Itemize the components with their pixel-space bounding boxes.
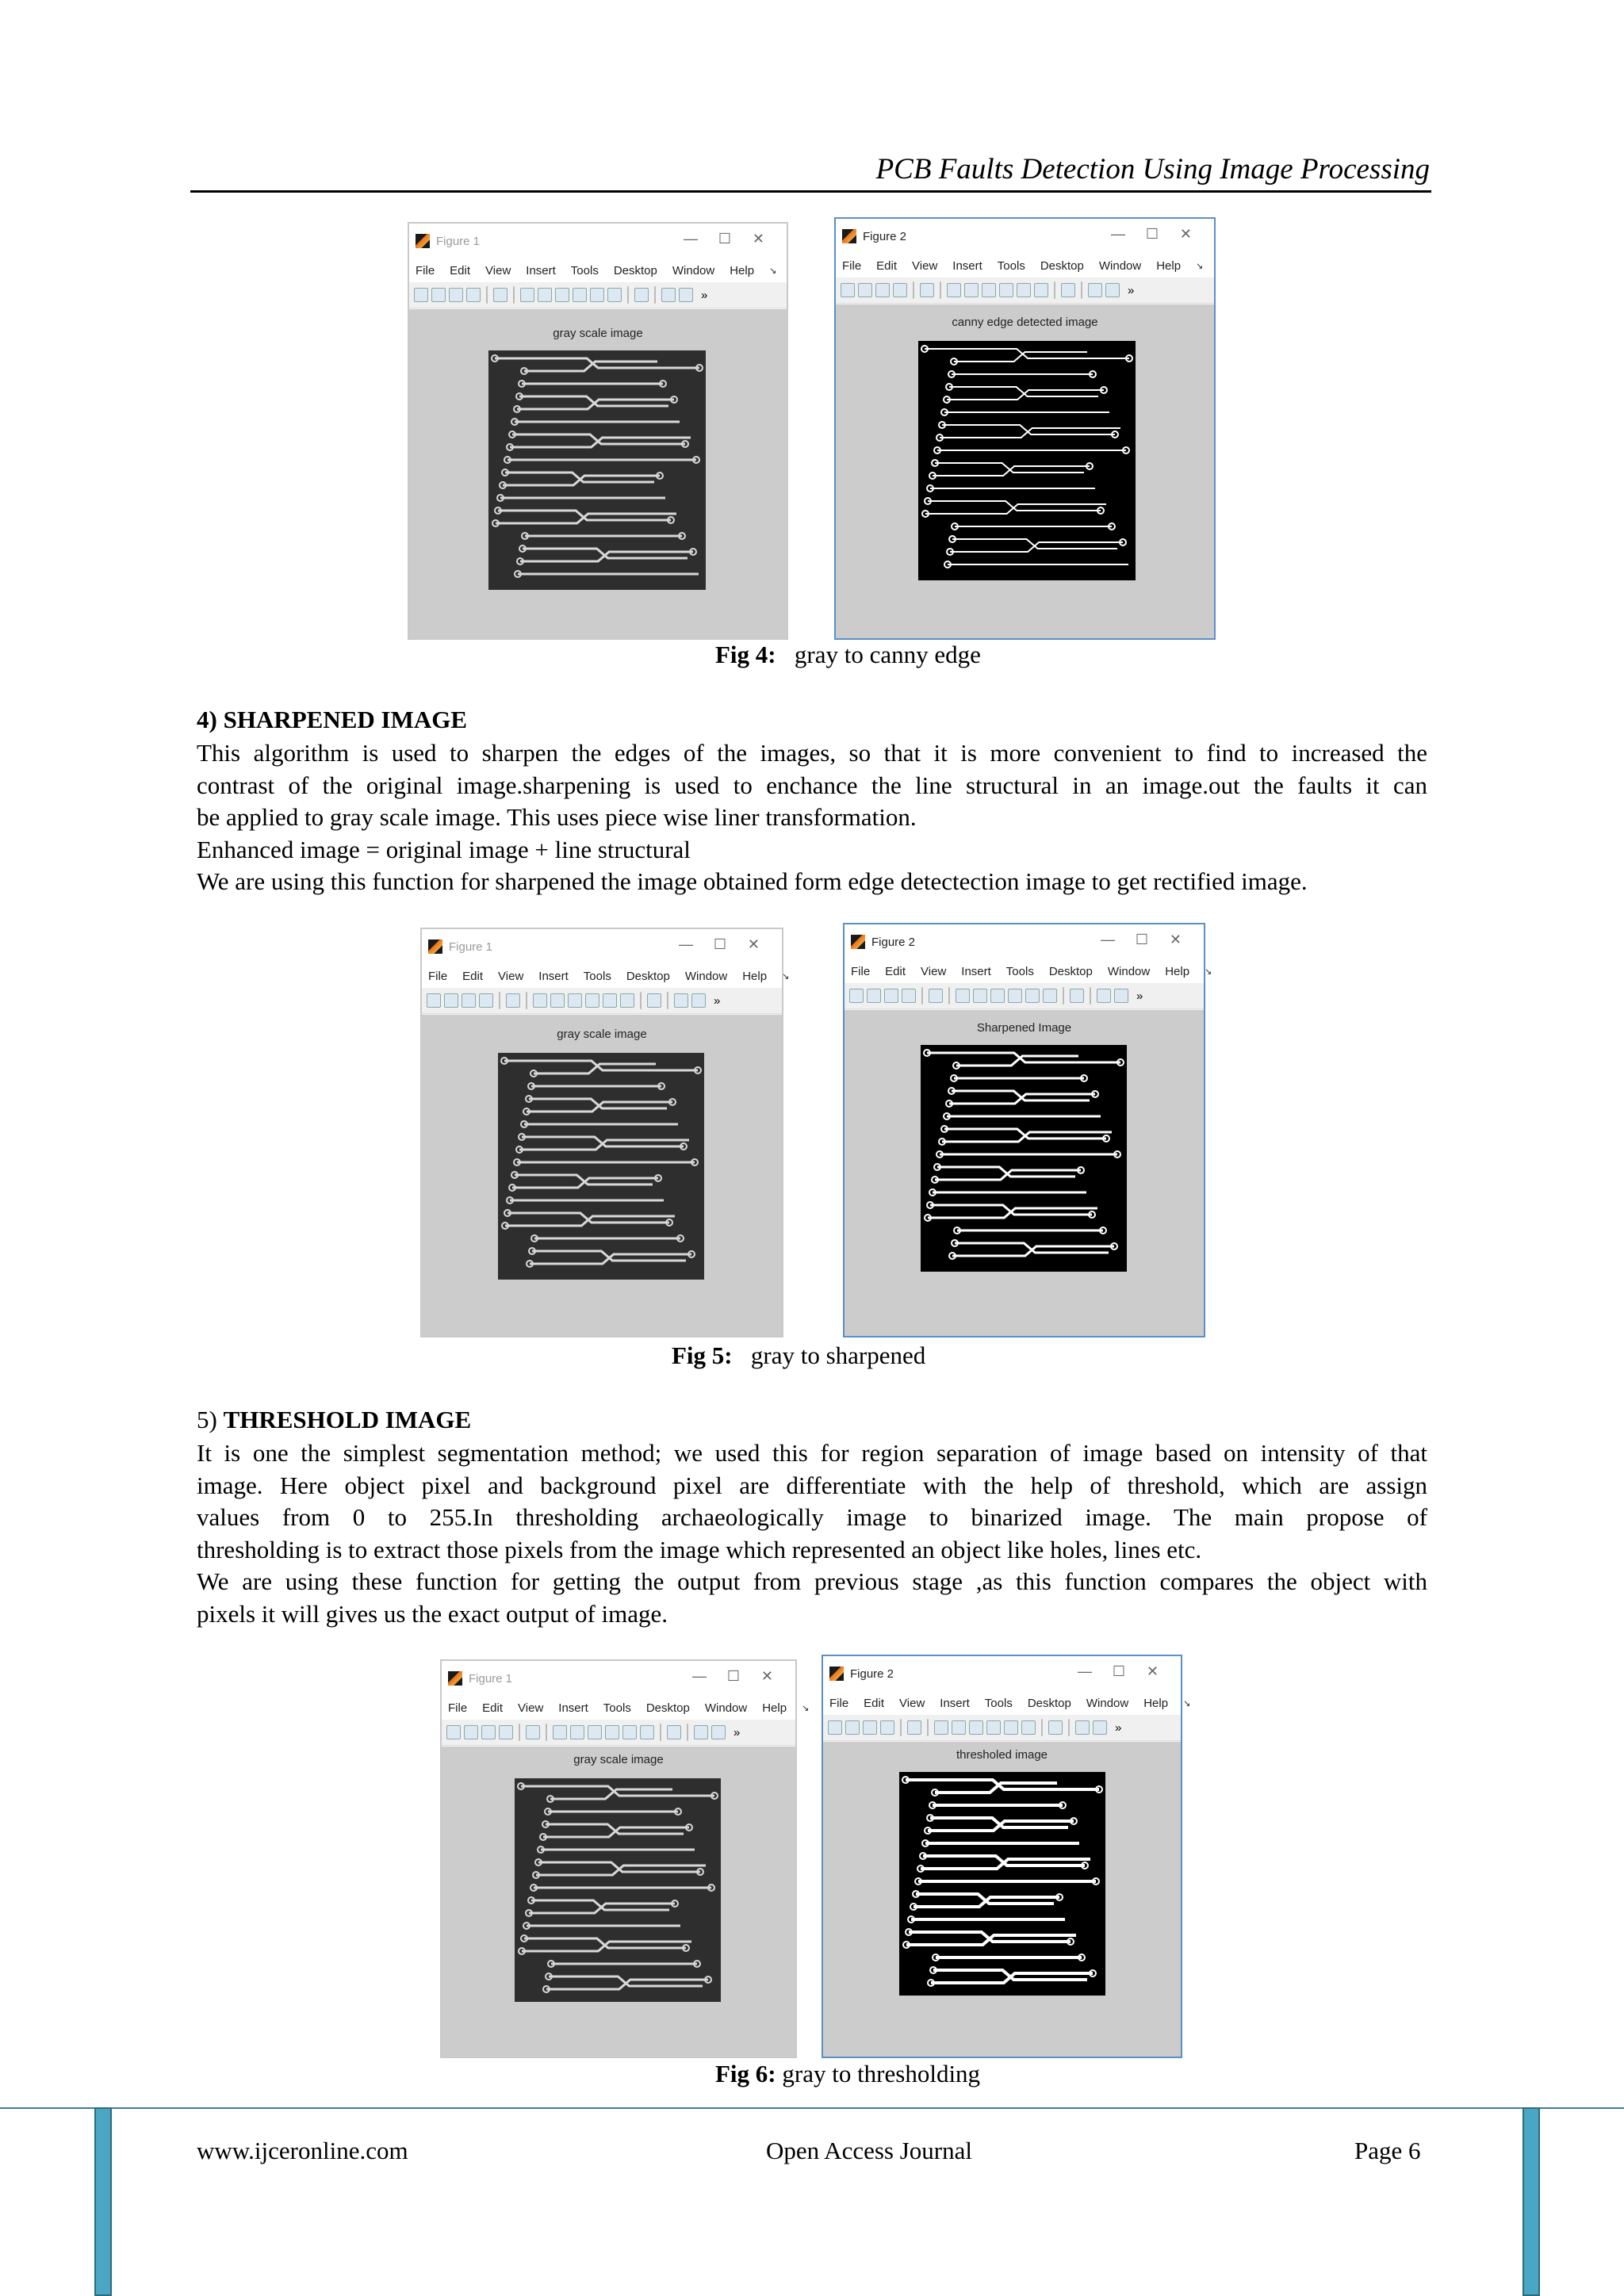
- figure-4-caption-text: gray to canny edge: [794, 641, 981, 668]
- plot-title: gray scale image: [573, 1753, 664, 1766]
- colorbar-icon[interactable]: [694, 1725, 708, 1739]
- brush-icon[interactable]: [1043, 989, 1057, 1003]
- menu-item-tools[interactable]: Tools: [583, 969, 611, 983]
- brush-icon[interactable]: [620, 993, 634, 1008]
- figure-1-window: [440, 1659, 810, 2058]
- menu-item-file[interactable]: File: [448, 1701, 468, 1715]
- minimize-icon[interactable]: —: [684, 231, 698, 247]
- menu-item-insert[interactable]: Insert: [940, 1696, 970, 1710]
- toolbar-overflow-icon[interactable]: »: [714, 993, 721, 1008]
- legend-icon[interactable]: [1105, 283, 1120, 297]
- footer-right-bar: [1522, 2107, 1540, 2296]
- menu-item-edit[interactable]: Edit: [450, 263, 471, 277]
- matlab-logo-icon: [842, 229, 856, 243]
- new-file-icon[interactable]: [414, 288, 428, 302]
- window-titlebar: [422, 929, 782, 964]
- matlab-logo-icon: [829, 1667, 844, 1681]
- toolbar-separator: [1090, 987, 1091, 1004]
- open-icon[interactable]: [858, 283, 872, 297]
- menu-bar: [409, 258, 787, 282]
- menu-item-insert[interactable]: Insert: [961, 964, 991, 978]
- toolbar-overflow-icon[interactable]: »: [1128, 283, 1135, 297]
- new-file-icon[interactable]: [841, 283, 855, 297]
- colorbar-icon[interactable]: [1075, 1720, 1090, 1735]
- rotate-icon[interactable]: [999, 283, 1013, 297]
- toolbar-separator: [526, 992, 527, 1009]
- section-5-line: image. Here object pixel and background pixel are differentiate with the help of threshold, which are assign: [197, 1471, 1427, 1499]
- save-icon[interactable]: [462, 993, 476, 1008]
- footer-page-number: Page 6: [1354, 2137, 1421, 2164]
- menu-bar: [823, 1691, 1191, 1715]
- plot-area: [422, 1015, 782, 1336]
- section-5-line: thresholding is to extract those pixels from the image which represented an object like holes, lines etc.: [197, 1535, 1202, 1563]
- brush-icon[interactable]: [607, 288, 622, 302]
- menu-item-tools[interactable]: Tools: [997, 258, 1025, 273]
- open-icon[interactable]: [845, 1720, 860, 1735]
- minimize-icon[interactable]: —: [692, 1668, 707, 1684]
- link-icon[interactable]: [1070, 989, 1084, 1003]
- legend-icon[interactable]: [1114, 989, 1128, 1003]
- footer-journal: Open Access Journal: [766, 2137, 972, 2164]
- pan-icon[interactable]: [588, 1725, 602, 1739]
- pcb-gray-image: [488, 350, 706, 594]
- toolbar-separator: [1081, 281, 1082, 299]
- plot-title: thresholed image: [956, 1748, 1048, 1762]
- figure-toolbar: [823, 1715, 1181, 1741]
- menu-item-file[interactable]: File: [829, 1696, 849, 1710]
- menu-overflow-icon[interactable]: ↘: [1205, 966, 1212, 977]
- section-5-line: values from 0 to 255.In thresholding archaeologically image to binarized image. The main propose of: [197, 1503, 1427, 1531]
- toolbar-separator: [640, 992, 642, 1009]
- menu-item-file[interactable]: File: [428, 969, 448, 983]
- minimize-icon[interactable]: —: [679, 936, 693, 952]
- toolbar-separator: [687, 1724, 688, 1741]
- legend-icon[interactable]: [691, 993, 706, 1008]
- maximize-icon[interactable]: ☐: [726, 1668, 740, 1684]
- maximize-icon[interactable]: ☐: [713, 936, 726, 952]
- maximize-icon[interactable]: ☐: [1135, 932, 1148, 947]
- rotate-icon[interactable]: [573, 288, 587, 302]
- section-5-line: We are using these function for getting the output from previous stage ,as this function compares the object with: [197, 1567, 1427, 1595]
- figure-6-caption: [715, 2060, 980, 2088]
- zoom-in-icon[interactable]: [934, 1720, 948, 1735]
- toolbar-separator: [940, 281, 941, 299]
- toolbar-separator: [519, 1724, 520, 1741]
- zoom-out-icon[interactable]: [550, 993, 565, 1008]
- open-icon[interactable]: [431, 288, 446, 302]
- close-icon[interactable]: ✕: [747, 936, 760, 952]
- menu-item-view[interactable]: View: [899, 1696, 925, 1710]
- menu-item-desktop[interactable]: Desktop: [626, 969, 670, 983]
- print-icon[interactable]: [902, 989, 916, 1003]
- matlab-logo-icon: [416, 234, 430, 248]
- legend-icon[interactable]: [679, 288, 693, 302]
- window-titlebar: [409, 224, 787, 258]
- pointer-icon[interactable]: [526, 1725, 540, 1739]
- menu-item-insert[interactable]: Insert: [526, 263, 556, 277]
- figure-5-label: Fig 5:: [672, 1341, 733, 1369]
- menu-item-view[interactable]: View: [921, 964, 947, 978]
- menu-item-help[interactable]: Help: [1165, 964, 1190, 978]
- print-icon[interactable]: [880, 1720, 894, 1735]
- pointer-icon[interactable]: [929, 989, 943, 1003]
- print-icon[interactable]: [893, 283, 907, 297]
- matlab-logo-icon: [851, 935, 865, 949]
- zoom-in-icon[interactable]: [956, 989, 970, 1003]
- toolbar-separator: [913, 281, 914, 299]
- menu-item-desktop[interactable]: Desktop: [1040, 258, 1084, 273]
- menu-item-view[interactable]: View: [912, 258, 938, 273]
- toolbar-separator: [627, 286, 629, 304]
- menu-overflow-icon[interactable]: ↘: [782, 971, 790, 982]
- close-icon[interactable]: ✕: [1179, 226, 1192, 242]
- section-5-body: [197, 1437, 1427, 1630]
- colorbar-icon[interactable]: [1088, 283, 1102, 297]
- pan-icon[interactable]: [982, 283, 996, 297]
- pcb-thresh-image: [899, 1772, 1105, 1999]
- figure-1-window: [420, 928, 790, 1337]
- section-5-line: pixels it will gives us the exact output of image.: [197, 1599, 668, 1628]
- data-cursor-icon[interactable]: [1025, 989, 1040, 1003]
- menu-item-desktop[interactable]: Desktop: [1027, 1696, 1071, 1710]
- section-4-line: be applied to gray scale image. This uses piece wise liner transformation.: [197, 803, 917, 831]
- minimize-icon[interactable]: —: [1111, 226, 1125, 242]
- toolbar-separator: [667, 992, 668, 1009]
- menu-item-window[interactable]: Window: [1107, 964, 1151, 978]
- zoom-in-icon[interactable]: [947, 283, 961, 297]
- save-icon[interactable]: [875, 283, 890, 297]
- plot-title: gray scale image: [553, 327, 643, 340]
- menu-item-file[interactable]: File: [851, 964, 871, 978]
- pan-icon[interactable]: [568, 993, 582, 1008]
- maximize-icon[interactable]: ☐: [718, 231, 731, 247]
- figure-5-caption-text: gray to sharpened: [750, 1341, 926, 1369]
- brush-icon[interactable]: [1034, 283, 1048, 297]
- link-icon[interactable]: [634, 288, 649, 302]
- menu-item-help[interactable]: Help: [742, 969, 768, 983]
- close-icon[interactable]: ✕: [752, 231, 764, 247]
- menu-item-view[interactable]: View: [485, 263, 511, 277]
- plot-area: [823, 1742, 1181, 2057]
- open-icon[interactable]: [464, 1725, 478, 1739]
- menu-item-file[interactable]: File: [416, 263, 435, 277]
- print-icon[interactable]: [466, 288, 481, 302]
- figure-toolbar: [442, 1720, 795, 1746]
- pcb-gray-image: [498, 1053, 704, 1284]
- pan-icon[interactable]: [969, 1720, 983, 1735]
- data-cursor-icon[interactable]: [590, 288, 604, 302]
- rotate-icon[interactable]: [605, 1725, 619, 1739]
- pan-icon[interactable]: [555, 288, 569, 302]
- maximize-icon[interactable]: ☐: [1145, 226, 1159, 242]
- window-title: Figure 2: [850, 1667, 894, 1681]
- window-title: Figure 1: [436, 234, 481, 248]
- toolbar-separator: [654, 286, 656, 304]
- zoom-in-icon[interactable]: [520, 288, 534, 302]
- menu-item-tools[interactable]: Tools: [1005, 964, 1034, 978]
- print-icon[interactable]: [479, 993, 493, 1008]
- header-rule: [190, 190, 1431, 193]
- toolbar-overflow-icon[interactable]: »: [733, 1725, 741, 1739]
- menu-item-edit[interactable]: Edit: [876, 258, 898, 273]
- toolbar-separator: [499, 992, 500, 1009]
- menu-item-insert[interactable]: Insert: [558, 1701, 588, 1715]
- figure-6-label: Fig 6:: [715, 2060, 776, 2087]
- rotate-icon[interactable]: [585, 993, 599, 1008]
- pcb-sharp-image: [921, 1045, 1127, 1276]
- figure-4-label: Fig 4:: [715, 641, 776, 668]
- toolbar-separator: [948, 987, 950, 1004]
- legend-icon[interactable]: [711, 1725, 726, 1739]
- menu-item-file[interactable]: File: [842, 258, 862, 273]
- toolbar-overflow-icon[interactable]: »: [701, 288, 708, 302]
- brush-icon[interactable]: [640, 1725, 654, 1739]
- window-title: Figure 1: [469, 1671, 513, 1686]
- pcb-edge-image: [918, 341, 1136, 584]
- save-icon[interactable]: [863, 1720, 877, 1735]
- figure-6-caption-text: gray to thresholding: [782, 2060, 981, 2087]
- toolbar-separator: [546, 1724, 547, 1741]
- menu-item-desktop[interactable]: Desktop: [613, 263, 657, 277]
- section-5-heading: 5) THRESHOLD IMAGE: [197, 1406, 472, 1433]
- toolbar-overflow-icon[interactable]: »: [1115, 1720, 1122, 1735]
- matlab-logo-icon: [428, 939, 442, 954]
- close-icon[interactable]: ✕: [760, 1668, 773, 1684]
- figure-toolbar: [845, 983, 1204, 1009]
- figure-toolbar: [422, 988, 782, 1014]
- plot-title: Sharpened Image: [976, 1021, 1072, 1035]
- menu-item-window[interactable]: Window: [684, 969, 728, 983]
- menu-item-help[interactable]: Help: [730, 263, 755, 277]
- matlab-logo-icon: [448, 1671, 462, 1686]
- data-cursor-icon[interactable]: [1004, 1720, 1018, 1735]
- toolbar-separator: [660, 1724, 661, 1741]
- toolbar-separator: [486, 286, 488, 304]
- menu-item-edit[interactable]: Edit: [462, 969, 484, 983]
- section-5-line: It is one the simplest segmentation method; we used this for region separation of image based on intensity of that: [197, 1439, 1427, 1467]
- colorbar-icon[interactable]: [661, 288, 676, 302]
- menu-bar: [442, 1696, 810, 1720]
- menu-item-window[interactable]: Window: [1086, 1696, 1129, 1710]
- menu-item-insert[interactable]: Insert: [538, 969, 569, 983]
- menu-item-desktop[interactable]: Desktop: [645, 1701, 690, 1715]
- open-icon[interactable]: [444, 993, 458, 1008]
- figure-4-caption: [715, 641, 981, 669]
- legend-icon[interactable]: [1093, 1720, 1107, 1735]
- open-icon[interactable]: [867, 989, 881, 1003]
- figure-1-window: [408, 222, 788, 640]
- minimize-icon[interactable]: —: [1078, 1663, 1092, 1679]
- figure-2-window: [834, 217, 1216, 640]
- menu-bar: [836, 254, 1214, 277]
- plot-title: gray scale image: [557, 1027, 647, 1041]
- menu-item-help[interactable]: Help: [762, 1701, 787, 1715]
- footer-website: www.ijceronline.com: [197, 2137, 408, 2164]
- menu-item-view[interactable]: View: [498, 969, 524, 983]
- figure-toolbar: [836, 277, 1214, 304]
- toolbar-separator: [1063, 987, 1064, 1004]
- new-file-icon[interactable]: [828, 1720, 842, 1735]
- data-cursor-icon[interactable]: [622, 1725, 637, 1739]
- menu-overflow-icon[interactable]: ↘: [1183, 1698, 1191, 1709]
- link-icon[interactable]: [1061, 283, 1075, 297]
- pointer-icon[interactable]: [920, 283, 934, 297]
- zoom-out-icon[interactable]: [973, 989, 987, 1003]
- figure-2-window: [822, 1655, 1191, 2058]
- pointer-icon[interactable]: [493, 288, 508, 302]
- toolbar-separator: [921, 987, 923, 1004]
- running-header: PCB Faults Detection Using Image Processing: [875, 153, 1430, 186]
- plot-area: [845, 1010, 1204, 1336]
- figure-2-window: [843, 923, 1212, 1337]
- menu-item-window[interactable]: Window: [1098, 258, 1142, 273]
- window-titlebar: [442, 1661, 795, 1696]
- toolbar-separator: [1054, 281, 1055, 299]
- window-title: Figure 2: [871, 935, 916, 949]
- new-file-icon[interactable]: [849, 989, 864, 1003]
- menu-item-window[interactable]: Window: [704, 1701, 748, 1715]
- link-icon[interactable]: [667, 1725, 681, 1739]
- data-cursor-icon[interactable]: [603, 993, 617, 1008]
- save-icon[interactable]: [884, 989, 898, 1003]
- link-icon[interactable]: [1048, 1720, 1063, 1735]
- menu-item-view[interactable]: View: [518, 1701, 544, 1715]
- toolbar-separator: [1041, 1719, 1043, 1736]
- window-titlebar: [823, 1656, 1181, 1691]
- plot-area: [442, 1747, 795, 2057]
- menu-overflow-icon[interactable]: ↘: [769, 266, 777, 276]
- window-titlebar: [845, 924, 1204, 959]
- menu-item-insert[interactable]: Insert: [952, 258, 982, 273]
- toolbar-overflow-icon[interactable]: »: [1136, 989, 1143, 1003]
- pointer-icon[interactable]: [907, 1720, 921, 1735]
- section-4-line: contrast of the original image.sharpening is used to enchance the line structural in an image.out the faults it can: [197, 771, 1427, 799]
- window-titlebar: [836, 219, 1214, 254]
- link-icon[interactable]: [647, 993, 661, 1008]
- pan-icon[interactable]: [990, 989, 1005, 1003]
- minimize-icon[interactable]: —: [1101, 932, 1115, 947]
- menu-item-edit[interactable]: Edit: [864, 1696, 885, 1710]
- window-title: Figure 1: [449, 939, 493, 954]
- plot-area: [409, 309, 787, 638]
- figure-5-caption: [672, 1341, 925, 1370]
- print-icon[interactable]: [499, 1725, 513, 1739]
- footer-left-bar: [94, 2107, 112, 2296]
- menu-item-edit[interactable]: Edit: [482, 1701, 504, 1715]
- toolbar-separator: [513, 286, 515, 304]
- rotate-icon[interactable]: [1008, 989, 1022, 1003]
- plot-area: [836, 304, 1214, 638]
- menu-bar: [422, 964, 790, 988]
- zoom-out-icon[interactable]: [952, 1720, 966, 1735]
- brush-icon[interactable]: [1021, 1720, 1036, 1735]
- data-cursor-icon[interactable]: [1017, 283, 1031, 297]
- plot-title: canny edge detected image: [952, 316, 1098, 329]
- menu-item-tools[interactable]: Tools: [603, 1701, 631, 1715]
- zoom-in-icon[interactable]: [553, 1725, 567, 1739]
- menu-bar: [845, 959, 1212, 983]
- save-icon[interactable]: [449, 288, 463, 302]
- footer-rule: [0, 2107, 1624, 2109]
- maximize-icon[interactable]: ☐: [1112, 1663, 1125, 1679]
- menu-item-tools[interactable]: Tools: [984, 1696, 1013, 1710]
- section-4-line: Enhanced image = original image + line structural: [197, 835, 691, 863]
- toolbar-separator: [1068, 1719, 1070, 1736]
- close-icon[interactable]: ✕: [1146, 1663, 1159, 1679]
- pointer-icon[interactable]: [506, 993, 520, 1008]
- section-4-body: [197, 737, 1427, 898]
- menu-overflow-icon[interactable]: ↘: [1196, 261, 1204, 271]
- colorbar-icon[interactable]: [1097, 989, 1111, 1003]
- menu-item-edit[interactable]: Edit: [885, 964, 906, 978]
- section-4-line: This algorithm is used to sharpen the edges of the images, so that it is more convenient to find to increased the: [197, 739, 1427, 767]
- pcb-gray-image: [515, 1778, 721, 2006]
- zoom-out-icon[interactable]: [570, 1725, 584, 1739]
- menu-overflow-icon[interactable]: ↘: [802, 1703, 810, 1713]
- menu-item-desktop[interactable]: Desktop: [1048, 964, 1093, 978]
- section-4-line: We are using this function for sharpened the image obtained form edge detectection image to get rectified image.: [197, 867, 1308, 895]
- window-title: Figure 2: [863, 229, 907, 243]
- menu-item-help[interactable]: Help: [1143, 1696, 1169, 1710]
- menu-item-help[interactable]: Help: [1156, 258, 1182, 273]
- section-4-heading: 4) SHARPENED IMAGE: [197, 706, 468, 733]
- save-icon[interactable]: [481, 1725, 496, 1739]
- zoom-out-icon[interactable]: [538, 288, 552, 302]
- zoom-in-icon[interactable]: [533, 993, 547, 1008]
- menu-item-window[interactable]: Window: [672, 263, 715, 277]
- colorbar-icon[interactable]: [674, 993, 688, 1008]
- menu-item-tools[interactable]: Tools: [570, 263, 599, 277]
- zoom-out-icon[interactable]: [964, 283, 979, 297]
- new-file-icon[interactable]: [427, 993, 441, 1008]
- toolbar-separator: [900, 1719, 902, 1736]
- close-icon[interactable]: ✕: [1169, 932, 1182, 947]
- new-file-icon[interactable]: [446, 1725, 461, 1739]
- rotate-icon[interactable]: [986, 1720, 1001, 1735]
- figure-toolbar: [409, 282, 787, 308]
- toolbar-separator: [927, 1719, 929, 1736]
